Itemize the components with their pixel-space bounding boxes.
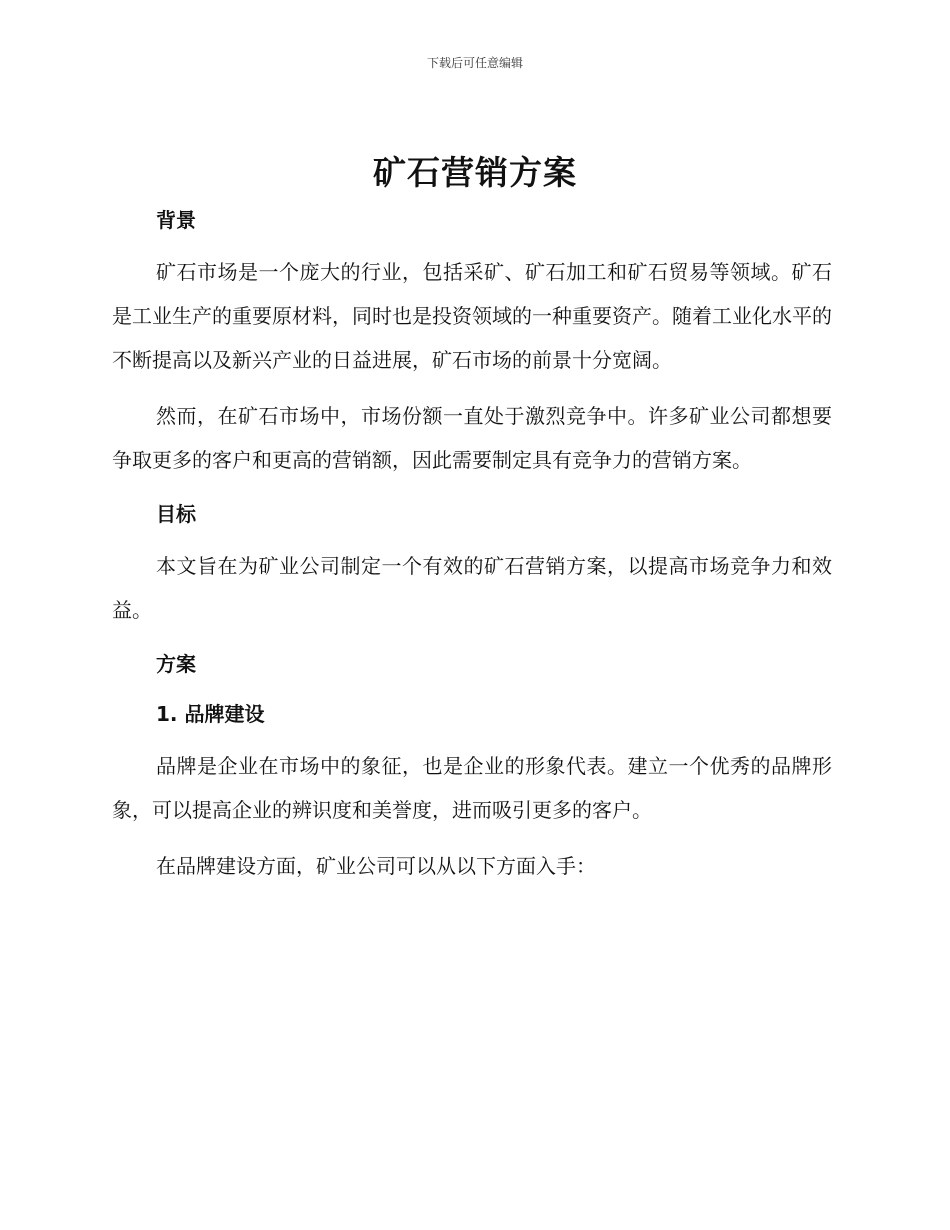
section-heading-background: 背景 xyxy=(156,208,196,232)
background-paragraph-2: 然而，在矿石市场中，市场份额一直处于激烈竞争中。许多矿业公司都想要争取更多的客户和更高的营销额，因此需要制定具有竞争力的营销方案。 xyxy=(112,404,832,472)
background-paragraph-1: 矿石市场是一个庞大的行业，包括采矿、矿石加工和矿石贸易等领域。矿石是工业生产的重要原材料，同时也是投资领域的一种重要资产。随着工业化水平的不断提高以及新兴产业的日益进展，矿石市场的前景十分宽阔。 xyxy=(112,260,832,372)
section-heading-goal: 目标 xyxy=(156,502,196,526)
section-heading-plan: 方案 xyxy=(156,652,196,676)
brand-paragraph-2: 在品牌建设方面，矿业公司可以从以下方面入手： xyxy=(156,854,596,878)
subsection-heading-brand: 1. 品牌建设 xyxy=(156,702,265,726)
brand-paragraph-1: 品牌是企业在市场中的象征，也是企业的形象代表。建立一个优秀的品牌形象，可以提高企业的辨识度和美誉度，进而吸引更多的客户。 xyxy=(112,754,832,822)
document-body xyxy=(112,200,832,888)
goal-paragraph-1: 本文旨在为矿业公司制定一个有效的矿石营销方案，以提高市场竞争力和效益。 xyxy=(112,554,832,622)
header-note: 下载后可任意编辑 xyxy=(426,56,523,70)
document-title: 矿石营销方案 xyxy=(373,153,577,192)
